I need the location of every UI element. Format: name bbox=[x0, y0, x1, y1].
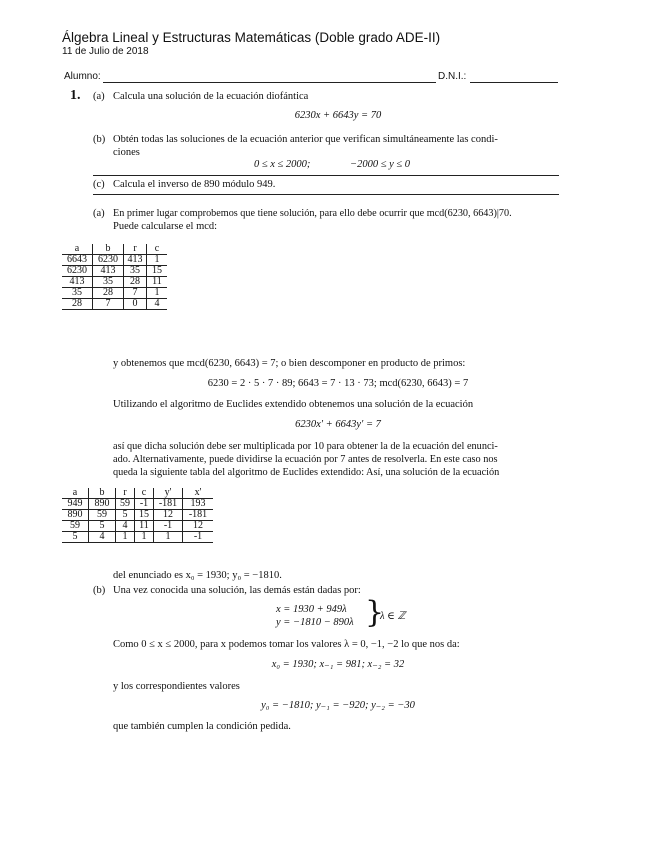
table-header-cell: a bbox=[62, 488, 89, 499]
paragraph-line-1: así que dicha solución debe ser multiplicada por 10 para obtener la de la ecuación del enunci- bbox=[113, 441, 498, 452]
table-cell: 35 bbox=[124, 266, 147, 277]
solution-b-label: (b) bbox=[93, 585, 106, 596]
problem-a-label: (a) bbox=[93, 91, 105, 102]
solution-a-line1: En primer lugar comprobemos que tiene solución, para ello debe ocurrir que mcd(6230, 6643)|70. bbox=[113, 208, 512, 219]
y-values: y₀ = −1810; y₋₁ = −920; y₋₂ = −30 bbox=[261, 700, 415, 711]
solution-a-label: (a) bbox=[93, 208, 105, 219]
problem-b-condition-1: 0 ≤ x ≤ 2000; bbox=[254, 159, 311, 170]
divider-top bbox=[93, 175, 559, 176]
table-cell: 4 bbox=[147, 299, 168, 310]
table-cell: 1 bbox=[135, 532, 154, 543]
table-row bbox=[62, 266, 167, 277]
table-cell: 6230 bbox=[93, 255, 124, 266]
table-cell: 413 bbox=[62, 277, 93, 288]
table-cell: 5 bbox=[89, 521, 116, 532]
table-row bbox=[62, 244, 167, 255]
problem-number: 1. bbox=[70, 88, 81, 103]
table-cell: 35 bbox=[62, 288, 93, 299]
problem-b-text-2: ciones bbox=[113, 147, 140, 158]
table-cell: 1 bbox=[147, 255, 168, 266]
table-row bbox=[62, 488, 213, 499]
table-cell: 15 bbox=[147, 266, 168, 277]
table-cell: -1 bbox=[183, 532, 214, 543]
table-header-cell: a bbox=[62, 244, 93, 255]
exam-title: Álgebra Lineal y Estructuras Matemáticas (Doble grado ADE-II) bbox=[62, 30, 441, 45]
table-cell: 1 bbox=[154, 532, 183, 543]
table-cell: 413 bbox=[124, 255, 147, 266]
table-cell: 7 bbox=[93, 299, 124, 310]
table-cell: 28 bbox=[62, 299, 93, 310]
table-cell: 59 bbox=[116, 499, 135, 510]
table-cell: 59 bbox=[89, 510, 116, 521]
table-cell: 28 bbox=[93, 288, 124, 299]
table-cell: 0 bbox=[124, 299, 147, 310]
dni-label: D.N.I.: bbox=[438, 71, 467, 82]
table-cell: 5 bbox=[62, 532, 89, 543]
problem-c-label: (c) bbox=[93, 179, 105, 190]
problem-c-text: Calcula el inverso de 890 módulo 949. bbox=[113, 179, 276, 190]
table-cell: 11 bbox=[135, 521, 154, 532]
table-cell: -181 bbox=[154, 499, 183, 510]
table-cell: 890 bbox=[62, 510, 89, 521]
table-cell: -181 bbox=[183, 510, 214, 521]
system-condition: λ ∈ ℤ bbox=[380, 611, 406, 622]
table-row bbox=[62, 499, 213, 510]
table-cell: 5 bbox=[116, 510, 135, 521]
table-cell: 6230 bbox=[62, 266, 93, 277]
table-cell: 12 bbox=[154, 510, 183, 521]
problem-b-text-1: Obtén todas las soluciones de la ecuación anterior que verifican simultáneamente las condi- bbox=[113, 134, 498, 145]
table-cell: 12 bbox=[183, 521, 214, 532]
problem-b-label: (b) bbox=[93, 134, 106, 145]
table-cell: 193 bbox=[183, 499, 214, 510]
table-cell: 28 bbox=[124, 277, 147, 288]
mcd-line: y obtenemos que mcd(6230, 6643) = 7; o bien descomponer en producto de primos: bbox=[113, 358, 466, 369]
corresponding-line: y los correspondientes valores bbox=[113, 681, 240, 692]
table-cell: 4 bbox=[89, 532, 116, 543]
table-header-cell: b bbox=[89, 488, 116, 499]
table-row bbox=[62, 255, 167, 266]
factorization-line: 6230 = 2 · 5 · 7 · 89; 6643 = 7 · 13 · 73; mcd(6230, 6643) = 7 bbox=[207, 378, 469, 389]
table-header-cell: c bbox=[147, 244, 168, 255]
table-header-cell: y' bbox=[154, 488, 183, 499]
alumno-field[interactable] bbox=[103, 82, 436, 83]
table-cell: 35 bbox=[93, 277, 124, 288]
paragraph-line-3: queda la siguiente tabla del algoritmo de Euclides extendido: Así, una solución de la ecuación bbox=[113, 467, 500, 478]
table-cell: 1 bbox=[147, 288, 168, 299]
table-cell: 1 bbox=[116, 532, 135, 543]
equation-2: 6230x′ + 6643y′ = 7 bbox=[295, 419, 381, 430]
dni-field[interactable] bbox=[470, 82, 558, 83]
table-cell: 11 bbox=[147, 277, 168, 288]
problem-a-equation: 6230x + 6643y = 70 bbox=[294, 110, 382, 121]
x-values: x₀ = 1930; x₋₁ = 981; x₋₂ = 32 bbox=[271, 659, 405, 670]
table-cell: 7 bbox=[124, 288, 147, 299]
table-header-cell: r bbox=[124, 244, 147, 255]
table-cell: 949 bbox=[62, 499, 89, 510]
divider-bottom bbox=[93, 194, 559, 195]
system-eq-1: x = 1930 + 949λ bbox=[276, 604, 347, 615]
table-row bbox=[62, 277, 167, 288]
table-row bbox=[62, 510, 213, 521]
table-cell: 890 bbox=[89, 499, 116, 510]
system-eq-2: y = −1810 − 890λ bbox=[276, 617, 354, 628]
table-header-cell: b bbox=[93, 244, 124, 255]
alumno-label: Alumno: bbox=[64, 71, 101, 82]
euclid-table-2 bbox=[62, 488, 213, 543]
solution-a-result: del enunciado es x₀ = 1930; y₀ = −1810. bbox=[113, 570, 282, 581]
table-header-cell: r bbox=[116, 488, 135, 499]
solution-b-text: Una vez conocida una solución, las demás están dadas por: bbox=[113, 585, 361, 596]
table-cell: -1 bbox=[135, 499, 154, 510]
table-cell: 413 bbox=[93, 266, 124, 277]
final-line: que también cumplen la condición pedida. bbox=[113, 721, 291, 732]
euclid-table-1 bbox=[62, 244, 167, 310]
table-cell: 15 bbox=[135, 510, 154, 521]
table-header-cell: c bbox=[135, 488, 154, 499]
table-cell: -1 bbox=[154, 521, 183, 532]
exam-date: 11 de Julio de 2018 bbox=[62, 46, 149, 57]
table-header-cell: x' bbox=[183, 488, 214, 499]
table-cell: 59 bbox=[62, 521, 89, 532]
como-line: Como 0 ≤ x ≤ 2000, para x podemos tomar los valores λ = 0, −1, −2 lo que nos da: bbox=[113, 639, 460, 650]
table-cell: 4 bbox=[116, 521, 135, 532]
problem-b-condition-2: −2000 ≤ y ≤ 0 bbox=[350, 159, 411, 170]
table-row bbox=[62, 532, 213, 543]
problem-a-text: Calcula una solución de la ecuación diofántica bbox=[113, 91, 309, 102]
table-cell: 6643 bbox=[62, 255, 93, 266]
paragraph-line-2: ado. Alternativamente, puede dividirse la ecuación por 7 antes de resolverla. En este caso nos bbox=[113, 454, 498, 465]
solution-a-line2: Puede calcularse el mcd: bbox=[113, 221, 218, 232]
brace-icon: } bbox=[365, 595, 385, 630]
table-row bbox=[62, 521, 213, 532]
euclid-line: Utilizando el algoritmo de Euclides extendido obtenemos una solución de la ecuación bbox=[113, 399, 474, 410]
table-row bbox=[62, 288, 167, 299]
table-row bbox=[62, 299, 167, 310]
